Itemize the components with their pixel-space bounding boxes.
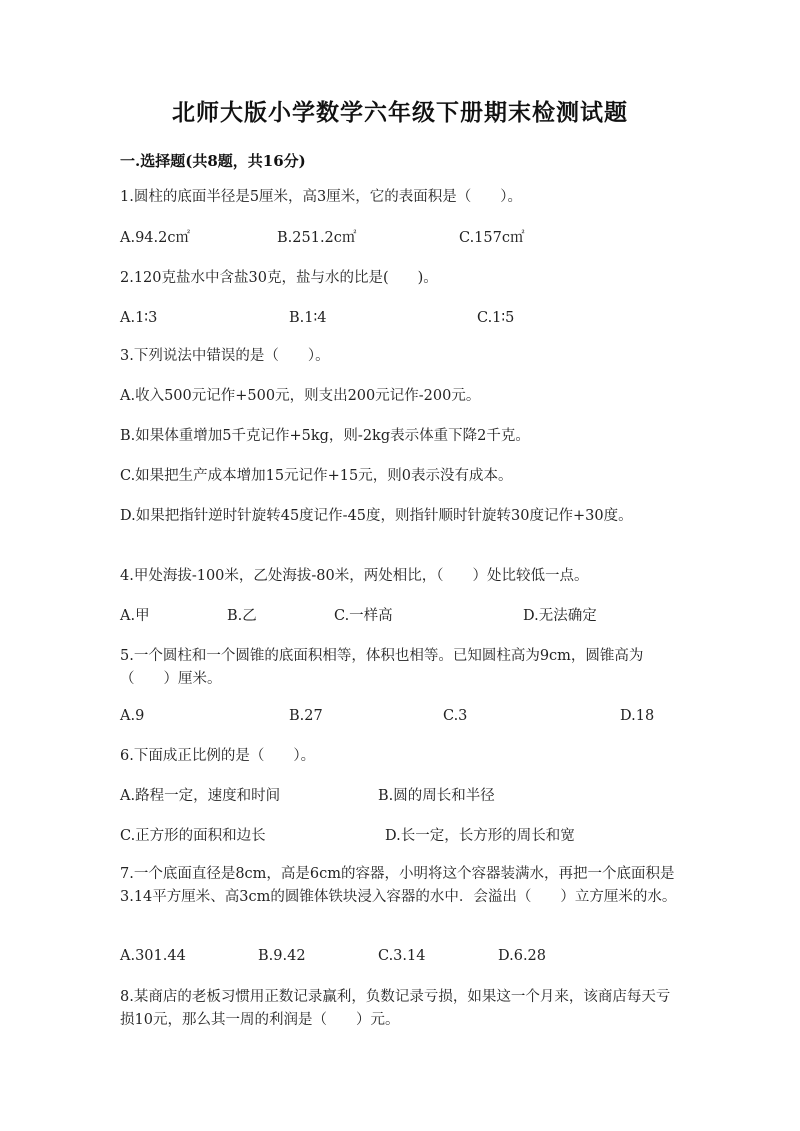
- question-1-option-a: A.94.2c㎡: [120, 230, 190, 246]
- question-5-option-b: B.27: [289, 708, 323, 724]
- question-3-option-c: C.如果把生产成本增加15元记作+15元，则0表示没有成本。: [120, 468, 513, 484]
- question-5-option-c: C.3: [443, 708, 468, 724]
- question-1-stem: 1.圆柱的底面半径是5厘米，高3厘米，它的表面积是（ ）。: [120, 189, 523, 205]
- question-7-option-b: B.9.42: [258, 948, 306, 964]
- question-7-stem: 7.一个底面直径是8cm，高是6cm的容器，小明将这个容器装满水，再把一个底面积是3.14平方厘米、高3cm的圆锥体铁块浸入容器的水中．会溢出（ ）立方厘米的水。: [120, 866, 677, 905]
- question-7-option-a: A.301.44: [120, 948, 186, 964]
- question-3-option-b: B.如果体重增加5千克记作+5kg，则-2kg表示体重下降2千克。: [120, 428, 530, 444]
- question-7-option-d: D.6.28: [498, 948, 547, 964]
- question-7-option-c: C.3.14: [378, 948, 426, 964]
- question-5-stem: 5.一个圆柱和一个圆锥的底面积相等，体积也相等。已知圆柱高为9cm，圆锥高为（ ）厘米。: [120, 648, 644, 687]
- question-6-option-c: C.正方形的面积和边长: [120, 828, 266, 844]
- page-title: 北师大版小学数学六年级下册期末检测试题: [172, 99, 628, 126]
- question-6-stem: 6.下面成正比例的是（ ）。: [120, 748, 316, 764]
- question-1-option-b: B.251.2c㎡: [277, 230, 357, 246]
- question-3-option-d: D.如果把指针逆时针旋转45度记作-45度，则指针顺时针旋转30度记作+30度。: [120, 508, 633, 524]
- question-4-option-a: A.甲: [120, 608, 150, 624]
- question-2-option-c: C.1∶5: [477, 310, 515, 326]
- question-8-stem: 8.某商店的老板习惯用正数记录赢利，负数记录亏损，如果这一个月来，该商店每天亏损10元，那么其一周的利润是（ ）元。: [120, 989, 671, 1028]
- question-4-option-c: C.一样高: [334, 608, 393, 624]
- question-2-stem: 2.120克盐水中含盐30克，盐与水的比是( )。: [120, 270, 438, 286]
- question-4-stem: 4.甲处海拔-100米，乙处海拔-80米，两处相比，（ ）处比较低一点。: [120, 568, 589, 584]
- question-6-option-a: A.路程一定，速度和时间: [120, 788, 281, 804]
- question-3-stem: 3.下列说法中错误的是（ ）。: [120, 348, 330, 364]
- question-1-option-c: C.157c㎡: [459, 230, 525, 246]
- question-2-option-b: B.1∶4: [289, 310, 327, 326]
- question-5-option-a: A.9: [120, 708, 145, 724]
- question-6-option-d: D.长一定，长方形的周长和宽: [385, 828, 575, 844]
- section-title: 一.选择题(共8题，共16分): [120, 152, 306, 170]
- question-5-option-d: D.18: [620, 708, 655, 724]
- question-3-option-a: A.收入500元记作+500元，则支出200元记作-200元。: [120, 388, 481, 404]
- question-4-option-d: D.无法确定: [523, 608, 597, 624]
- question-2-option-a: A.1∶3: [120, 310, 158, 326]
- question-4-option-b: B.乙: [227, 608, 257, 624]
- question-6-option-b: B.圆的周长和半径: [378, 788, 495, 804]
